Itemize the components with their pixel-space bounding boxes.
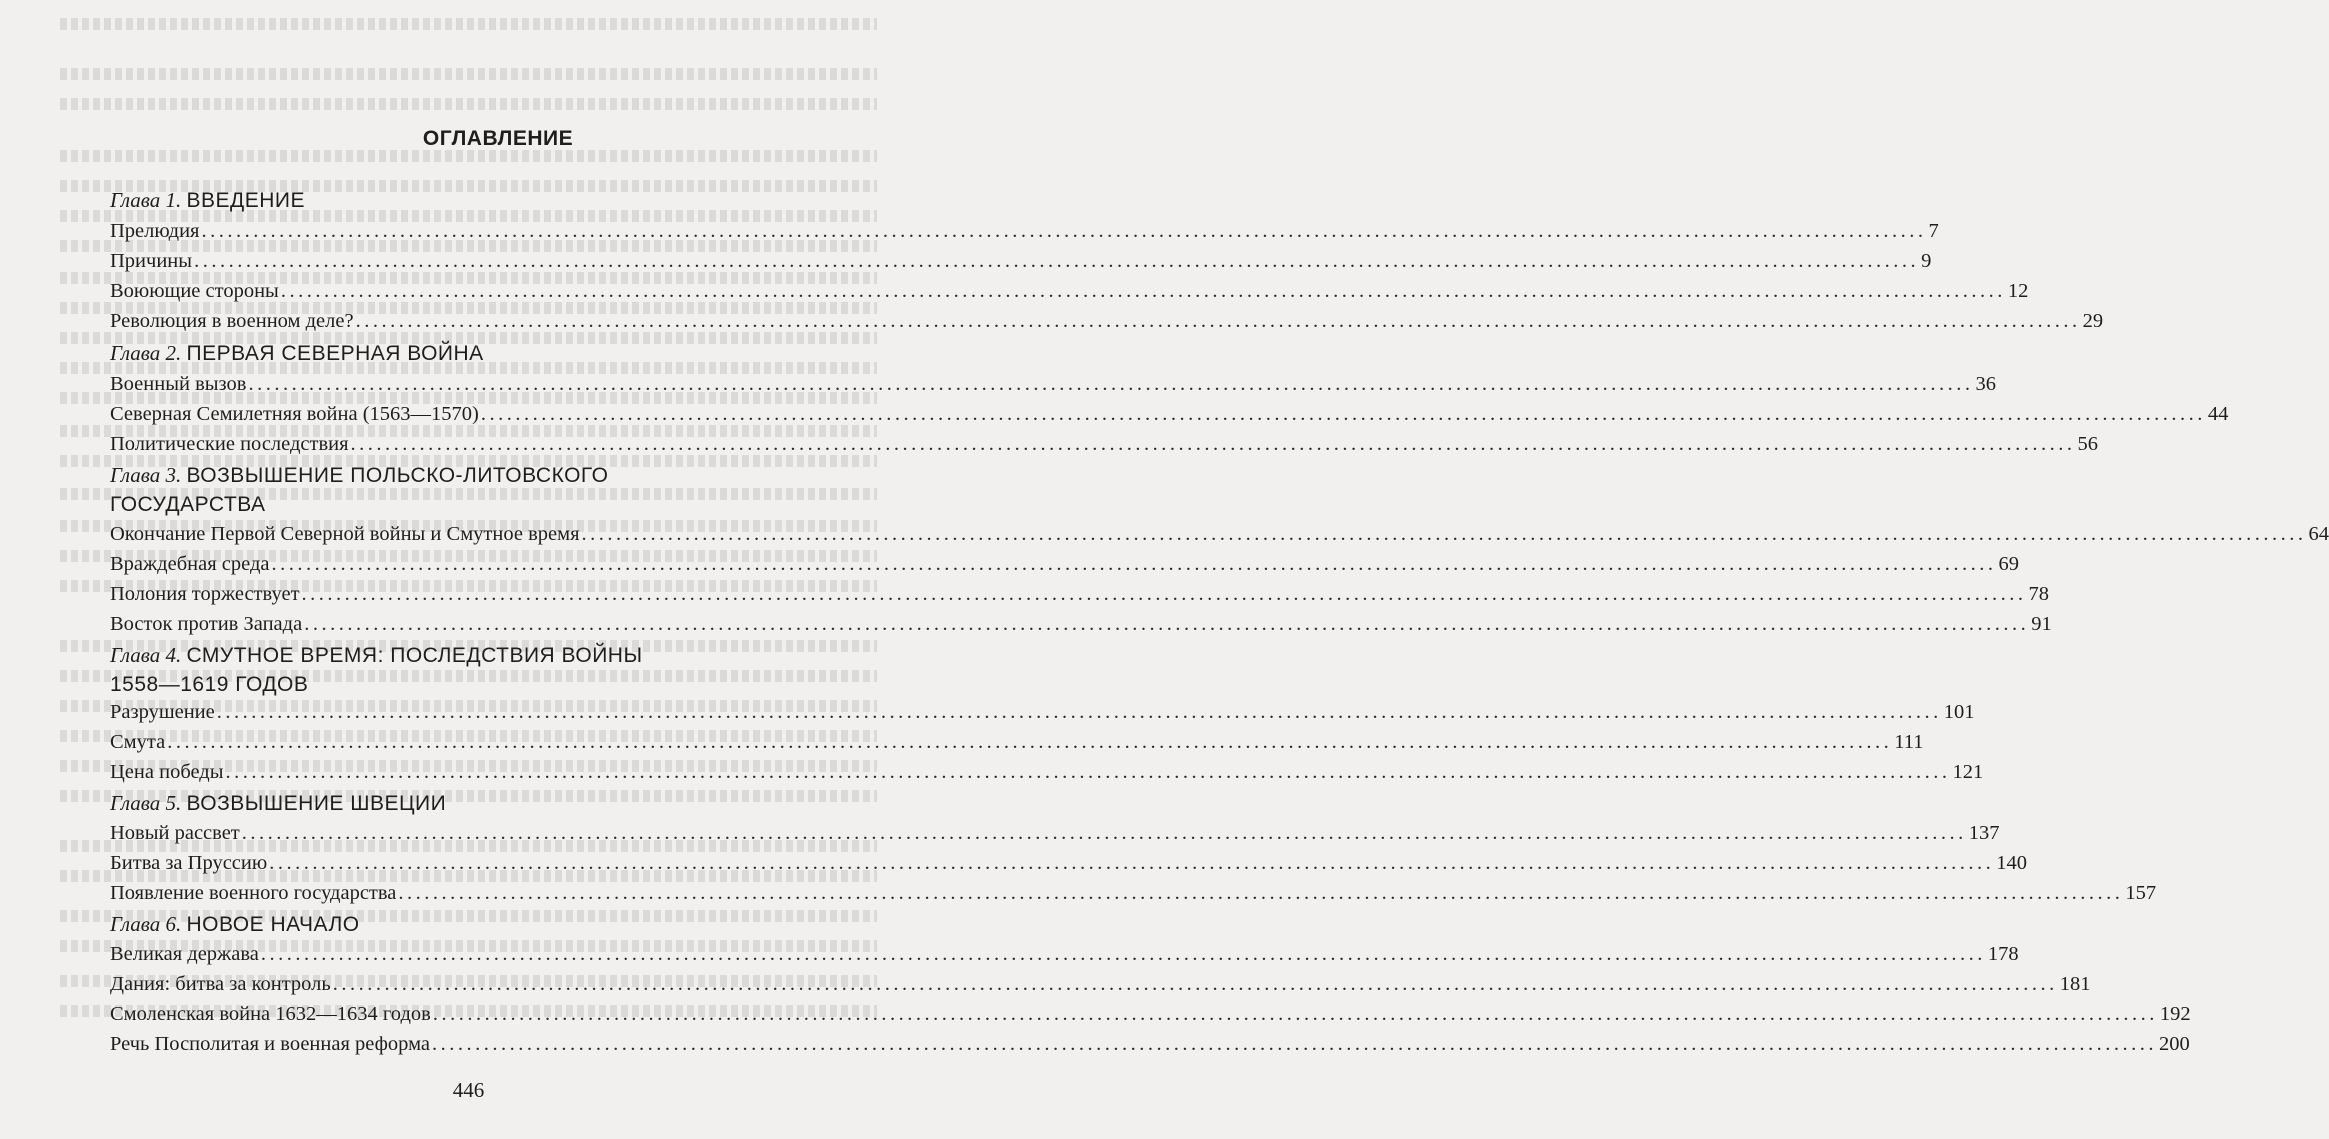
entry-page: 44: [2207, 403, 2229, 425]
chapter-title: ВВЕДЕНИЕ: [186, 189, 305, 212]
entry-label: Битва за Пруссию: [110, 852, 268, 874]
entry-page: 64: [2308, 523, 2329, 545]
entry-page: 7: [1928, 220, 1939, 242]
entry-page: 56: [2077, 433, 2099, 455]
entry-page: 78: [2028, 583, 2050, 605]
chapter-title: ВОЗВЫШЕНИЕ ШВЕЦИИ: [186, 792, 447, 815]
toc-entry[interactable]: [110, 579, 2050, 609]
entry-page: 178: [1987, 943, 2019, 965]
dot-leader: ........................................................................................................................................................................................................: [167, 731, 1893, 753]
toc-entry[interactable]: [110, 609, 2052, 639]
entry-page: 140: [1996, 852, 2027, 874]
entry-label: Великая держава: [110, 943, 259, 965]
toc-entry[interactable]: [110, 306, 2104, 336]
entry-label: Полония торжествует: [110, 583, 300, 605]
dot-leader: ........................................................................................................................................................................................................: [216, 701, 1942, 723]
toc-entry[interactable]: [110, 757, 1984, 787]
chapter-heading: [110, 910, 886, 939]
toc-entry[interactable]: [110, 399, 2229, 429]
chapter-number: Глава 1.: [110, 188, 182, 212]
dot-leader: ........................................................................................................................................................................................................: [332, 973, 2058, 995]
dot-leader: ........................................................................................................................................................................................................: [301, 583, 2027, 605]
chapter-number: Глава 2.: [110, 341, 182, 365]
entry-label: Политические последствия: [110, 433, 349, 455]
entry-page: 29: [2082, 310, 2104, 332]
chapter-title-continued: 1558—1619 ГОДОВ: [110, 673, 309, 696]
chapter-number: Глава 3.: [110, 463, 182, 487]
entry-label: Появление военного государства: [110, 882, 397, 904]
chapter-heading: [110, 186, 886, 215]
chapter-number: Глава 6.: [110, 912, 182, 936]
toc-entry[interactable]: [110, 519, 2329, 549]
toc-entry[interactable]: [110, 276, 2029, 306]
chapter-number: Глава 4.: [110, 643, 182, 667]
toc-entry[interactable]: [110, 848, 2027, 878]
dot-leader: ........................................................................................................................................................................................................: [271, 553, 1997, 575]
entry-label: Восток против Запада: [110, 613, 303, 635]
toc-entry[interactable]: [110, 549, 2019, 579]
chapter-title: ПЕРВАЯ СЕВЕРНАЯ ВОЙНА: [186, 342, 484, 365]
toc-entry[interactable]: [110, 246, 1932, 276]
entry-label: Окончание Первой Северной войны и Смутное время: [110, 523, 580, 545]
chapter-heading: [110, 339, 886, 368]
dot-leader: ........................................................................................................................................................................................................: [581, 523, 2307, 545]
dot-leader: ........................................................................................................................................................................................................: [260, 943, 1986, 965]
entry-page: 111: [1894, 731, 1924, 753]
entry-page: 91: [2031, 613, 2052, 635]
chapter-number: Глава 5.: [110, 791, 182, 815]
toc-entry[interactable]: [110, 1029, 2190, 1059]
entry-page: 181: [2059, 973, 2091, 995]
dot-leader: ........................................................................................................................................................................................................: [398, 882, 2124, 904]
dot-leader: ........................................................................................................................................................................................................: [194, 250, 1920, 272]
entry-page: 121: [1952, 761, 1984, 783]
dot-leader: ........................................................................................................................................................................................................: [248, 373, 1974, 395]
entry-label: Причины: [110, 250, 193, 272]
toc-entry[interactable]: [110, 697, 1975, 727]
chapter-heading: [110, 641, 886, 699]
toc-entry[interactable]: [110, 939, 2019, 969]
entry-label: Разрушение: [110, 701, 215, 723]
toc-entry[interactable]: [110, 369, 1996, 399]
dot-leader: ........................................................................................................................................................................................................: [225, 761, 1951, 783]
toc-entry[interactable]: [110, 216, 1939, 246]
entry-page: 9: [1921, 250, 1932, 272]
dot-leader: ........................................................................................................................................................................................................: [304, 613, 2030, 635]
page-number: 446: [452, 1078, 485, 1102]
entry-label: Новый рассвет: [110, 822, 240, 844]
entry-label: Северная Семилетняя война (1563—1570): [110, 403, 479, 425]
entry-label: Цена победы: [110, 761, 224, 783]
dot-leader: ........................................................................................................................................................................................................: [269, 852, 1995, 874]
chapter-heading: [110, 461, 886, 519]
entry-page: 157: [2125, 882, 2157, 904]
dot-leader: ........................................................................................................................................................................................................: [201, 220, 1927, 242]
entry-label: Враждебная среда: [110, 553, 270, 575]
dot-leader: ........................................................................................................................................................................................................: [480, 403, 2206, 425]
dot-leader: ........................................................................................................................................................................................................: [432, 1003, 2158, 1025]
entry-page: 12: [2007, 280, 2029, 302]
entry-page: 200: [2159, 1033, 2190, 1055]
dot-leader: ........................................................................................................................................................................................................: [355, 310, 2081, 332]
chapter-heading: [110, 789, 886, 818]
toc-entry[interactable]: [110, 818, 2000, 848]
entry-label: Речь Посполитая и военная реформа: [110, 1033, 431, 1055]
entry-label: Революция в военном деле?: [110, 310, 354, 332]
entry-page: 101: [1943, 701, 1975, 723]
entry-page: 69: [1998, 553, 2019, 575]
chapter-title: НОВОЕ НАЧАЛО: [186, 913, 360, 936]
entry-label: Дания: битва за контроль: [110, 973, 331, 995]
entry-page: 137: [1968, 822, 2000, 844]
chapter-title: ВОЗВЫШЕНИЕ ПОЛЬСКО-ЛИТОВСКОГО: [186, 464, 609, 487]
toc-entry[interactable]: [110, 429, 2099, 459]
toc-entry[interactable]: [110, 727, 1924, 757]
entry-label: Военный вызов: [110, 373, 247, 395]
toc-entry[interactable]: [110, 999, 2191, 1029]
entry-page: 36: [1975, 373, 1996, 395]
dot-leader: ........................................................................................................................................................................................................: [241, 822, 1967, 844]
entry-label: Смоленская война 1632—1634 годов: [110, 1003, 431, 1025]
chapter-title: СМУТНОЕ ВРЕМЯ: ПОСЛЕДСТВИЯ ВОЙНЫ: [186, 644, 643, 667]
dot-leader: ........................................................................................................................................................................................................: [280, 280, 2006, 302]
toc-entry[interactable]: [110, 878, 2157, 908]
chapter-title-continued: ГОСУДАРСТВА: [110, 493, 266, 516]
entry-page: 192: [2159, 1003, 2191, 1025]
toc-entry[interactable]: [110, 969, 2091, 999]
entry-label: Прелюдия: [110, 220, 200, 242]
toc-heading: ОГЛАВЛЕНИЕ: [422, 127, 574, 150]
dot-leader: ........................................................................................................................................................................................................: [432, 1033, 2158, 1055]
entry-label: Смута: [110, 731, 166, 753]
dot-leader: ........................................................................................................................................................................................................: [350, 433, 2076, 455]
entry-label: Воюющие стороны: [110, 280, 279, 302]
